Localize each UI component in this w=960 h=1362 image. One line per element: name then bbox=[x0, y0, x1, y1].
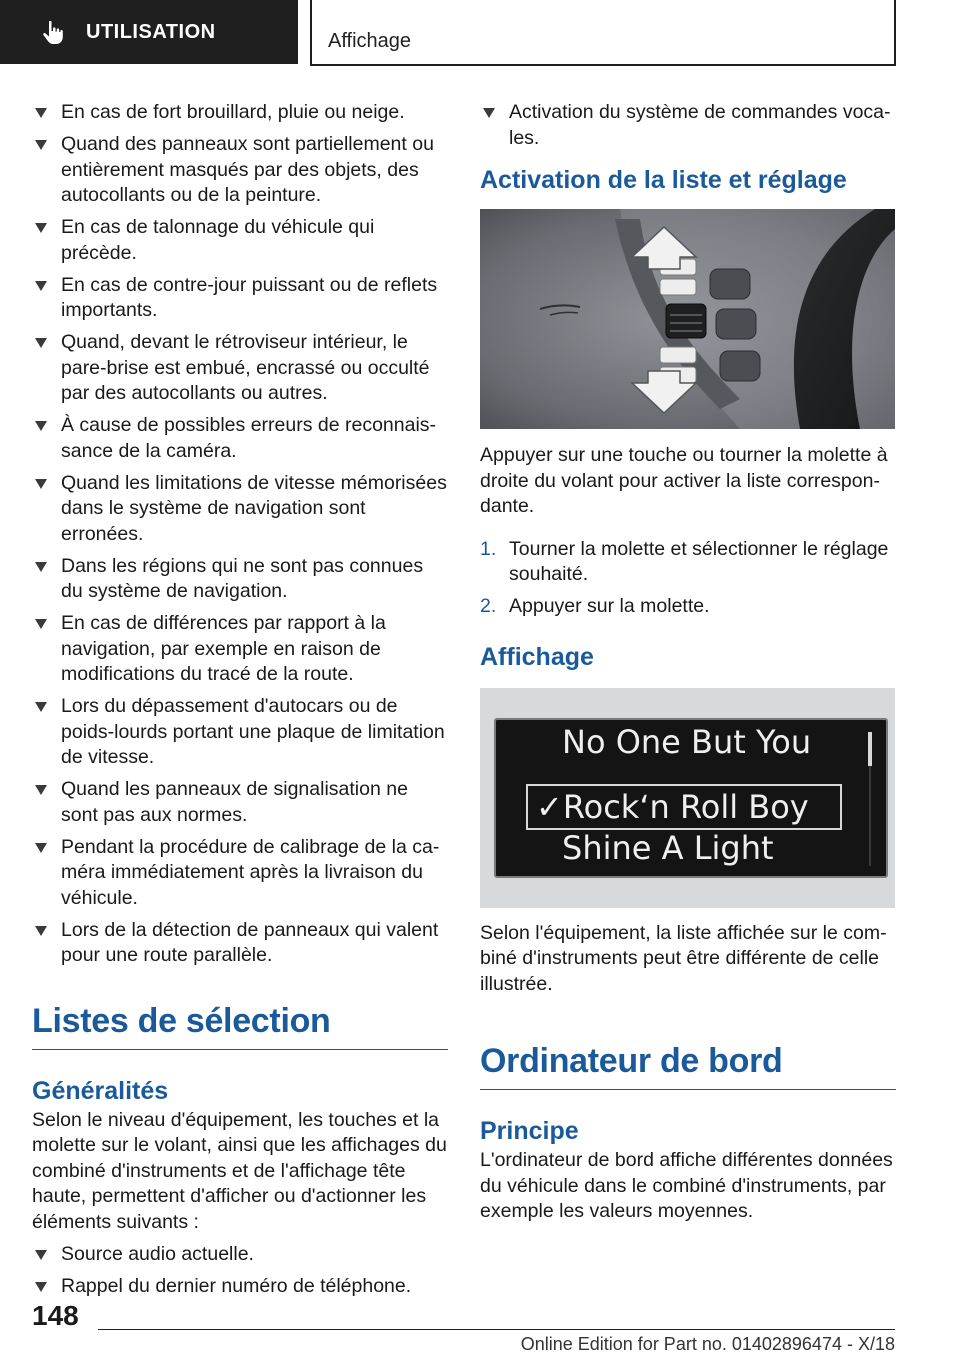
display-list-photo bbox=[480, 688, 895, 908]
bullet-triangle-icon bbox=[35, 479, 47, 489]
scroll-indicator bbox=[868, 732, 872, 766]
list-item: Lors de la détection de panneaux qui valent pour une route parallèle. bbox=[32, 918, 448, 969]
conditions-list bbox=[32, 100, 448, 969]
subsection-title-general: Généralités bbox=[32, 1076, 169, 1105]
list-item: Dans les régions qui ne sont pas connues du système de navigation. bbox=[32, 554, 448, 605]
list-item: Pendant la procédure de calibrage de la caméra immédiatement après la livraison du véhicule. bbox=[32, 835, 448, 912]
intro-paragraph: Selon le niveau d'équipement, les touches et la molette sur le volant, ainsi que les affichages du combiné d'instruments et de l'affichage tête haute, permettent d'afficher ou d'actionner les éléments suivants : bbox=[32, 1108, 447, 1233]
section-header bbox=[310, 0, 896, 66]
list-item: À cause de possibles erreurs de reconnaissance de la caméra. bbox=[32, 413, 448, 464]
step-number: 1. bbox=[480, 537, 497, 560]
bullet-triangle-icon bbox=[35, 338, 47, 348]
right-column bbox=[480, 100, 896, 1225]
list-item: En cas de contre-jour puissant ou de reflets importants. bbox=[32, 273, 448, 324]
display-list-item: No One But You bbox=[562, 722, 812, 761]
list-item: 1. Tourner la molette et sélectionner le réglage souhaité. bbox=[480, 537, 889, 585]
bullet-triangle-icon bbox=[35, 1282, 47, 1292]
list-item: En cas de différences par rapport à la navigation, par exemple en raison de modifications du tracé de la route. bbox=[32, 611, 448, 688]
steering-wheel-photo bbox=[480, 209, 895, 429]
bullet-triangle-icon bbox=[35, 421, 47, 431]
hand-pointer-icon bbox=[40, 19, 66, 45]
list-item: Quand les panneaux de signalisation ne sont pas aux normes. bbox=[32, 777, 448, 828]
bullet-triangle-icon bbox=[35, 702, 47, 712]
bullet-triangle-icon bbox=[35, 562, 47, 572]
section-label: Affichage bbox=[328, 30, 412, 52]
subsection-title-principle: Principe bbox=[480, 1117, 579, 1145]
list-item: Quand les limitations de vitesse mémorisées dans le système de navigation sont erronées. bbox=[32, 471, 448, 548]
list-item: 2. Appuyer sur la molette. bbox=[480, 594, 896, 620]
list-item: Quand, devant le rétroviseur intérieur, le pare-brise est embué, encrassé ou occulté par des autocollants ou autres. bbox=[32, 330, 448, 407]
bullet-triangle-icon bbox=[35, 926, 47, 936]
list-item: Source audio actuelle. bbox=[32, 1242, 448, 1268]
elements-list bbox=[32, 1242, 448, 1300]
bullet-triangle-icon bbox=[35, 140, 47, 150]
bullet-triangle-icon bbox=[35, 619, 47, 629]
bullet-triangle-icon bbox=[35, 843, 47, 853]
step-number: 2. bbox=[480, 595, 497, 617]
list-item: Activation du système de commandes vocales. bbox=[480, 100, 896, 151]
display-list-item-selected: ✓Rock‘n Roll Boy bbox=[526, 784, 842, 830]
subsection-title-display: Affichage bbox=[480, 642, 594, 671]
bullet-triangle-icon bbox=[35, 108, 47, 118]
scroll-track bbox=[869, 766, 871, 866]
page-number: 148 bbox=[32, 1300, 79, 1331]
subsection-title-activation: Activation de la liste et réglage bbox=[480, 166, 847, 194]
instrument-display bbox=[494, 718, 888, 878]
section-title-selection-lists: Listes de sélection bbox=[32, 1001, 448, 1050]
chapter-tab bbox=[0, 0, 298, 64]
chapter-label: UTILISATION bbox=[86, 20, 216, 43]
section-title-onboard-computer: Ordinateur de bord bbox=[480, 1041, 896, 1090]
bullet-triangle-icon bbox=[483, 108, 495, 118]
display-list-item: Shine A Light bbox=[562, 828, 774, 867]
edition-note: Online Edition for Part no. 01402896474 - X/18 bbox=[520, 1334, 895, 1354]
left-column bbox=[32, 100, 448, 1306]
list-item: Lors du dépassement d'autocars ou de poids-lourds portant une plaque de limitation de vitesse. bbox=[32, 694, 448, 771]
footer-divider bbox=[98, 1329, 895, 1330]
activation-paragraph: Appuyer sur une touche ou tourner la molette à droite du volant pour activer la liste correspondante. bbox=[480, 444, 888, 517]
list-item: Quand des panneaux sont partiellement ou entièrement masqués par des objets, des autocollants ou de la peinture. bbox=[32, 132, 448, 209]
list-item: En cas de fort brouillard, pluie ou neige. bbox=[32, 100, 448, 126]
bullet-triangle-icon bbox=[35, 1250, 47, 1260]
bullet-triangle-icon bbox=[35, 785, 47, 795]
list-item: En cas de talonnage du véhicule qui précède. bbox=[32, 215, 448, 266]
steps-list bbox=[480, 537, 896, 620]
principle-paragraph: L'ordinateur de bord affiche différentes données du véhicule dans le combiné d'instruments, par exemple les valeurs moyennes. bbox=[480, 1149, 893, 1222]
list-item: Rappel du dernier numéro de téléphone. bbox=[32, 1274, 448, 1300]
bullet-triangle-icon bbox=[35, 223, 47, 233]
continued-list bbox=[480, 100, 896, 151]
bullet-triangle-icon bbox=[35, 281, 47, 291]
display-note-paragraph: Selon l'équipement, la liste affichée sur le combiné d'instruments peut être différente de celle illustrée. bbox=[480, 921, 887, 995]
